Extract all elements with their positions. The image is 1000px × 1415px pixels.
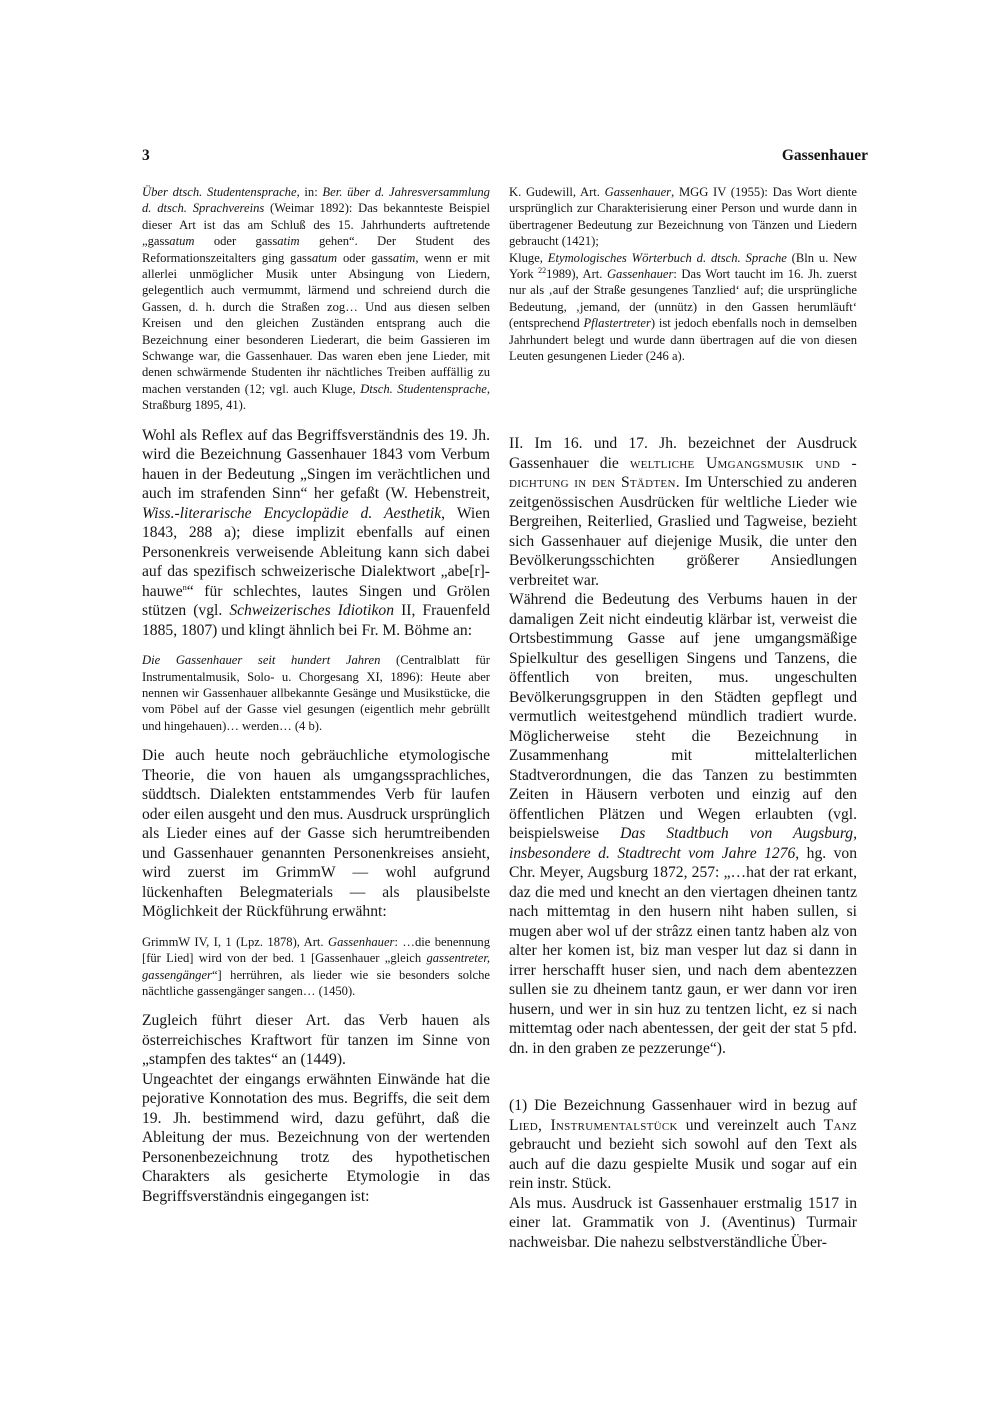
body-paragraph-ungeachtet: Ungeachtet der eingangs erwähnten Einwände hat die pejorative Konnotation des mus. Begriffs, die seit dem 19. Jh. bestimmend wird, dazu geführt, daß die Ableitung der mus. Bezeichnung von der wertenden Personenbezeichnung trotz des hypothetischen Charakters als gesicherte Etymologie in das Begriffsverständnis eingegangen ist: <box>142 1070 490 1205</box>
left-column <box>142 184 490 1206</box>
section-3-paragraph-aventinus: Als mus. Ausdruck ist Gassenhauer erstmalig 1517 in einer lat. Grammatik von J. (Aventinus) Turmair nachweisbar. Die nahezu selbstverständliche Über- <box>509 1194 857 1251</box>
running-title: Gassenhauer <box>781 147 868 164</box>
quote-grimm: GrimmW IV, I, 1 (Lpz. 1878), Art. Gassenhauer: …die benennung [für Lied] wird von der bed. 1 [Gassenhauer „gleich gassentreter, gassengänger“] herrühren, als lieder wie sie besonders solche nächtliche gassengänger sangen… (1450). <box>142 934 490 998</box>
body-paragraph-reflex: Wohl als Reflex auf das Begriffsverständnis des 19. Jh. wird die Bezeichnung Gassenhauer 1843 vom Verbum hauen in der Bedeutung „Singen im verächtlichen und auch im strafenden Sinn“ her gefaßt (W. Hebenstreit, Wiss.-literarische Encyclopädie d. Aesthetik, Wien 1843, 288 a); diese implizit ebenfalls auf einen Personenkreis verweisende Ableitung kann sich dabei auf das spezifisch schweizerische Dialektwort „abe[r]-hauwe$^n$“ für schlechtes, lautes Singen und Grölen stützen (vgl. Schweizerisches Idiotikon II, Frauenfeld 1885, 1807) und klingt ähnlich bei Fr. M. Böhme an: <box>142 426 490 639</box>
section-3-paragraph: (1) Die Bezeichnung Gassenhauer wird in bezug auf Lied, Instrumentalstück und vereinzelt auch Tanz gebraucht und bezieht sich sowohl auf den Text als auch auf die dazu gespielte Musik und sogar auf ein rein instr. Stück. <box>509 1097 858 1193</box>
quote-boehme: Die Gassenhauer seit hundert Jahren (Centralblatt für Instrumentalmusik, Solo- u. Chorgesang XI, 1896): Heute aber nennen wir Gassenhauer allbekannte Gesänge und Musikstücke, die vom Pöbel auf der Gasse viel gesungen (eigentlich mehr gebrüllt und hingehauen)… werden… (4 b). <box>142 653 490 733</box>
body-paragraph-etymology: Die auch heute noch gebräuchliche etymologische Theorie, die von hauen als umgangssprachliches, süddtsch. Dialekten entstammendes Verb für laufen oder eilen ausgeht und den mus. Ausdruck ursprünglich als Lieder eines auf der Gasse sich herumtreibenden und Gassenhauer genannten Personenkreises ansieht, wird zuerst im GrimmW — wohl aufgrund lückenhaften Belegmaterials — als plausibelste Möglichkeit der Rückführung erwähnt: <box>142 747 490 921</box>
quote-studentensprache: Über dtsch. Studentensprache, in: Ber. über d. Jahresversammlung d. dtsch. Sprachvereins (Weimar 1892): Das bekannteste Beispiel dieser Art ist das am Schluß des 15. Jahrhunderts auftretende „gassatum oder gassatim gehen“. Der Student des Reformationszeitalters ging gassatum oder gassatim, wenn er mit allerlei unmöglicher Musik unter Absingung von Liedern, gelegentlich auch vermummt, lärmend und schreiend durch die Gassen, d. h. durch die Straßen zog… Und aus diesen selben Kreisen und den gleichen Zuständen entsprang auch die Bezeichnung einer besonderen Liederart, die beim Gassieren im Schwange war, die Gassenhauer. Das waren eben jene Lieder, mit denen schwärmende Studenten ihr nächtliches Treiben auffällig zu machen verstanden (12; vgl. auch Kluge, Dtsch. Studentensprache, Straßburg 1895, 41). <box>142 185 491 413</box>
quote-gudewill: K. Gudewill, Art. Gassenhauer, MGG IV (1955): Das Wort diente ursprünglich zur Charakterisierung einer Person und wurde dann in übertragener Bedeutung zur Bezeichnung von Tänzen und Liedern gebraucht (1421); <box>509 185 857 249</box>
page-number: 3 <box>142 147 150 164</box>
body-paragraph-kraftwort: Zugleich führt dieser Art. das Verb hauen als österreichisches Kraftwort für tanzen im Sinne von „stampfen des taktes“ an (1449). <box>142 1012 490 1069</box>
section-2-paragraph: II. Im 16. und 17. Jh. bezeichnet der Ausdruck Gassenhauer die weltliche Umgangsmusik und -dichtung in den Städten. Im Unterschied zu anderen zeitgenössischen Ausdrücken für weltliche Lieder wie Bergreihen, Reiterlied, Graslied und Tagweise, bezieht sich Gassenhauer auf diejenige Musik, die unter den Bevölkerungsschichten größerer Ansiedlungen verbreitet war. <box>509 435 858 589</box>
quote-kluge: Kluge, Etymologisches Wörterbuch d. dtsch. Sprache (Bln u. New York $^{22}$1989), Art. Gassenhauer: Das Wort taucht im 16. Jh. zuerst nur als ‚auf der Straße gesungenes Tanzlied‘ auf; die ursprüngliche Bedeutung, ‚jemand, der (unnütz) in den Gassen herumläuft‘ (entsprechend Pflastertreter) ist jedoch ebenfalls noch in demselben Jahrhundert belegt und wurde dann übertragen auf die von diesen Leuten gesungenen Lieder (246 a). <box>509 250 858 364</box>
section-2-paragraph-stadt: Während die Bedeutung des Verbums hauen in der damaligen Zeit nicht eindeutig klärbar ist, verweist die Ortsbestimmung Gasse auf jene umgangsmäßige Spielkultur des geselligen Singens und Tanzens, die öffentlich von breiten, mus. ungeschulten Bevölkerungsgruppen in den Städten gepflegt und vermutlich weitestgehend mündlich tradiert wurde. Möglicherweise steht die Bezeichnung in Zusammenhang mit mittelalterlichen Stadtverordnungen, die das Tanzen zu bestimmten Zeiten in Häusern verboten und einzig auf den öffentlichen Plätzen und Wegen erlaubten (vgl. beispielsweise Das Stadtbuch von Augsburg, insbesondere d. Stadtrecht vom Jahre 1276, hg. von Chr. Meyer, Augsburg 1872, 257: „…hat der rat erkant, daz die med und knecht an den viertagen dheinen tantz nach mittemtag in den husern niht haben sullen, si mugen aber wol uf der strâzz einen tantz haben alz von alter her komen ist, biz man vesper lut daz si dann in irrer herschafft huser sien, und nach dem abentezzen sullen sie zu dheinem tantz gaun, er wer dann vor iren husern, und wer in sin huz zu tentzen licht, ez si nach mittemtag oder nach abentessen, der geit der stat 5 pfd. dn. in den graben ze pezzerunge“). <box>509 591 857 1057</box>
right-column <box>509 184 857 1252</box>
